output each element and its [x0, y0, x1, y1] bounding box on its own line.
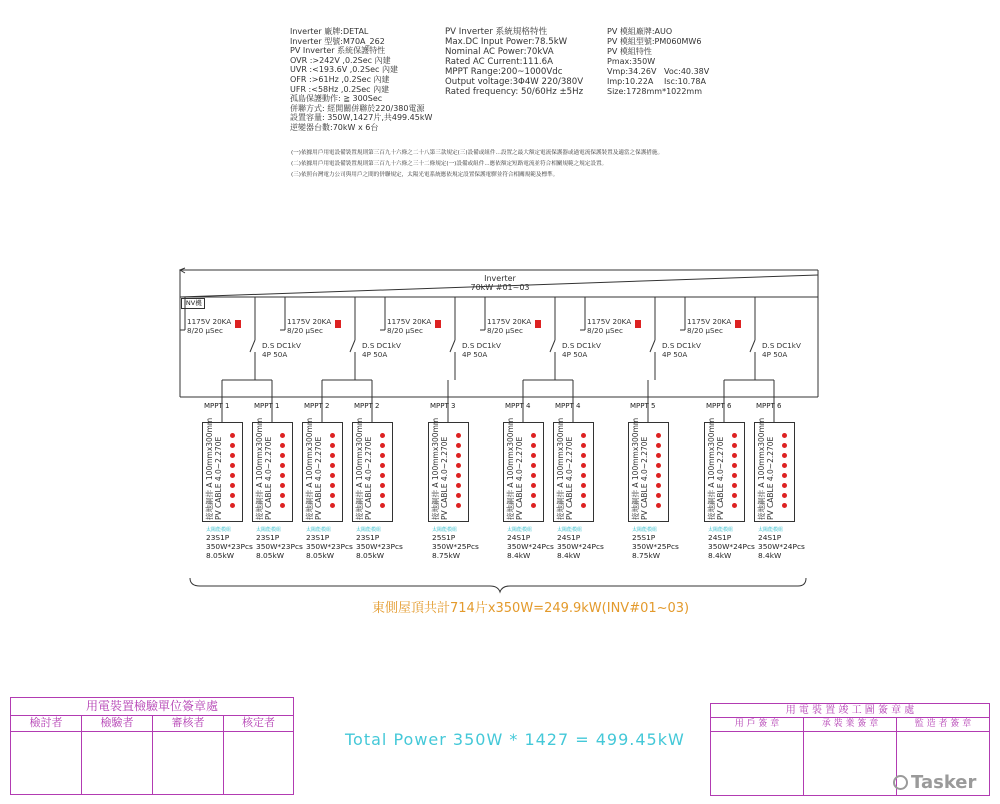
fuse-icon [380, 433, 385, 438]
string-caption [557, 527, 617, 561]
string-kw: 8.05kW [356, 551, 385, 561]
fuse-icon [531, 463, 536, 468]
mppt-label: MPPT 6 [706, 402, 732, 410]
pv-cable-label: PV CABLE 4.0~2.270E [716, 436, 725, 520]
module-tag: 太陽能模組 [758, 527, 784, 533]
grounding-bar-label: 接地銅排 A 100mmx300mm [355, 417, 364, 520]
grounding-bar-label: 接地銅排 A 100mmx300mm [556, 417, 565, 520]
string-kw: 8.75kW [432, 551, 461, 561]
string-box-text [757, 418, 775, 520]
fuse-icon [280, 433, 285, 438]
string-caption [758, 527, 818, 561]
fuse-icon [531, 493, 536, 498]
fuse-icon [280, 453, 285, 458]
spd-rating: 1175V 20KA [287, 317, 332, 326]
fuse-icon [280, 443, 285, 448]
spec-line: PV Inverter 系統規格特性 [445, 27, 548, 37]
string-kw: 8.05kW [306, 551, 335, 561]
fuse-icon [531, 453, 536, 458]
string-caption [432, 527, 492, 561]
grounding-bar-label: 接地銅排 A 100mmx300mm [305, 417, 314, 520]
note-line: (一)依據用戶用電設備裝置規則第三百九十六條之二十八第三款規定(三)設備或組件...設置之最大額定電流保護器或過電流保護裝置及適當之保護措施。 [291, 150, 664, 156]
fuse-icon [782, 443, 787, 448]
fuse-icon [782, 463, 787, 468]
surge-arrester-icon [335, 320, 341, 328]
fuse-icon [380, 493, 385, 498]
fuse-icon [581, 493, 586, 498]
spd-rating: 1175V 20KA [487, 317, 532, 326]
module-tag: 太陽能模組 [632, 527, 658, 533]
signature-cell-header: 用 戶 簽 章 [711, 717, 804, 732]
spd-rating: 1175V 20KA [187, 317, 232, 326]
completion-table-title: 用 電 裝 置 竣 工 圖 簽 章 處 [711, 704, 989, 718]
fuse-icon [581, 503, 586, 508]
spd-label [687, 317, 731, 335]
string-box-text [355, 418, 373, 520]
spec-line: Rated frequency: 50/60Hz ±5Hz [445, 87, 584, 97]
fuse-column [330, 433, 336, 513]
spd-time: 8/20 μSec [287, 326, 323, 335]
spec-line: MPPT Range:200~1000Vdc [445, 67, 563, 77]
fuse-icon [456, 443, 461, 448]
grounding-bar-label: 接地銅排 A 100mmx300mm [255, 417, 264, 520]
ds-poles: 4P 50A [362, 350, 388, 359]
fuse-icon [581, 453, 586, 458]
spd-label [487, 317, 531, 335]
inspection-signature-table [10, 697, 294, 795]
fuse-icon [330, 493, 335, 498]
fuse-icon [380, 503, 385, 508]
spec-line: PV Inverter 系統保護特性 [290, 46, 386, 56]
fuse-icon [782, 483, 787, 488]
ds-rating: D.S DC1kV [662, 341, 701, 350]
watermark [893, 772, 976, 793]
grounding-bar-label: 接地銅排 A 100mmx300mm [707, 417, 716, 520]
fuse-icon [330, 503, 335, 508]
fuse-icon [456, 483, 461, 488]
spec-line: PV 模組型號:PM060MW6 [607, 37, 702, 46]
string-pcs: 350W*24Pcs [557, 542, 604, 552]
string-pcs: 350W*25Pcs [432, 542, 479, 552]
mppt-label: MPPT 3 [430, 402, 456, 410]
string-box-text [631, 418, 649, 520]
mppt-label: MPPT 5 [630, 402, 656, 410]
fuse-icon [230, 463, 235, 468]
fuse-column [531, 433, 537, 513]
mppt-label: MPPT 1 [204, 402, 230, 410]
pv-string-box [302, 417, 343, 522]
string-kw: 8.4kW [758, 551, 782, 561]
signature-cell-header: 核定者 [224, 715, 293, 732]
spec-line: 逆變器台數:70kW x 6台 [290, 122, 379, 132]
mppt-label: MPPT 2 [304, 402, 330, 410]
spec-line: Rated AC Current:111.6A [445, 57, 554, 67]
grounding-bar-label: 接地銅排 A 100mmx300mm [757, 417, 766, 520]
ds-poles: 4P 50A [462, 350, 488, 359]
fuse-icon [280, 473, 285, 478]
spec-line: UVR :<193.6V ,0.2Sec 內建 [290, 65, 398, 75]
fuse-icon [380, 453, 385, 458]
spec-line: Imp:10.22A [607, 77, 654, 86]
fuse-icon [230, 443, 235, 448]
pv-string-box [352, 417, 393, 522]
fuse-icon [456, 453, 461, 458]
module-tag: 太陽能模組 [432, 527, 458, 533]
fuse-icon [581, 433, 586, 438]
fuse-icon [531, 433, 536, 438]
fuse-icon [732, 483, 737, 488]
spec-line: Isc:10.78A [664, 77, 706, 86]
fuse-icon [456, 433, 461, 438]
module-tag: 太陽能模組 [507, 527, 533, 533]
mppt-label: MPPT 4 [505, 402, 531, 410]
fuse-icon [732, 453, 737, 458]
fuse-column [380, 433, 386, 513]
pv-string-box [428, 417, 469, 522]
string-pcs: 350W*23Pcs [306, 542, 353, 552]
disconnect-switch-label [362, 341, 401, 359]
signature-cell-header: 檢驗者 [82, 715, 153, 732]
pv-cable-label: PV CABLE 4.0~2.270E [314, 436, 323, 520]
mppt-label: MPPT 2 [354, 402, 380, 410]
disconnect-switch-label [462, 341, 501, 359]
fuse-icon [732, 443, 737, 448]
string-config: 24S1P [557, 533, 581, 542]
fuse-icon [656, 433, 661, 438]
spd-rating: 1175V 20KA [387, 317, 432, 326]
pv-cable-label: PV CABLE 4.0~2.270E [364, 436, 373, 520]
fuse-icon [330, 433, 335, 438]
fuse-column [732, 433, 738, 513]
fuse-icon [330, 483, 335, 488]
fuse-icon [656, 453, 661, 458]
string-box-text [556, 418, 574, 520]
pv-string-box [628, 417, 669, 522]
fuse-icon [581, 473, 586, 478]
string-box-text [255, 418, 273, 520]
fuse-icon [656, 483, 661, 488]
note-line: (三)依照台灣電力公司與用戶之間的併聯規定，太陽光電系統應依規定設置保護電驛並符合相關規範及標準。 [291, 172, 559, 178]
pv-cable-label: PV CABLE 4.0~2.270E [214, 436, 223, 520]
fuse-icon [230, 483, 235, 488]
string-box-text [205, 418, 223, 520]
ds-rating: D.S DC1kV [262, 341, 301, 350]
surge-arrester-icon [735, 320, 741, 328]
mppt-label: MPPT 4 [555, 402, 581, 410]
spec-line: 設置容量: 350W,1427片,共499.45kW [290, 113, 433, 123]
signature-cell-header: 檢討者 [11, 715, 82, 732]
fuse-icon [380, 473, 385, 478]
fuse-icon [456, 493, 461, 498]
fuse-icon [656, 503, 661, 508]
fuse-icon [330, 473, 335, 478]
fuse-column [656, 433, 662, 513]
fuse-column [581, 433, 587, 513]
spec-line: PV 模組廠牌:AUO [607, 27, 673, 36]
string-box-text [707, 418, 725, 520]
surge-arrester-icon [235, 320, 241, 328]
fuse-icon [581, 483, 586, 488]
spd-rating: 1175V 20KA [687, 317, 732, 326]
string-kw: 8.05kW [256, 551, 285, 561]
string-config: 25S1P [632, 533, 656, 542]
inverter-title: Inverter [484, 274, 516, 283]
pv-cable-label: PV CABLE 4.0~2.270E [640, 436, 649, 520]
disconnect-switch-label [262, 341, 301, 359]
fuse-icon [531, 443, 536, 448]
string-pcs: 350W*24Pcs [758, 542, 805, 552]
fuse-icon [782, 433, 787, 438]
spd-time: 8/20 μSec [187, 326, 223, 335]
fuse-icon [230, 503, 235, 508]
string-config: 24S1P [708, 533, 732, 542]
surge-arrester-icon [435, 320, 441, 328]
string-pcs: 350W*24Pcs [507, 542, 554, 552]
module-tag: 太陽能模組 [708, 527, 734, 533]
fuse-column [782, 433, 788, 513]
fuse-icon [732, 463, 737, 468]
spec-line: OVR :>242V ,0.2Sec 內建 [290, 55, 391, 65]
string-config: 23S1P [356, 533, 380, 542]
string-kw: 8.4kW [507, 551, 531, 561]
ds-rating: D.S DC1kV [462, 341, 501, 350]
pv-cable-label: PV CABLE 4.0~2.270E [515, 436, 524, 520]
string-kw: 8.4kW [557, 551, 581, 561]
fuse-icon [656, 463, 661, 468]
mppt-label: MPPT 6 [756, 402, 782, 410]
fuse-icon [456, 503, 461, 508]
spec-line: Max.DC Input Power:78.5kW [445, 37, 568, 47]
inspection-table-title: 用電裝置檢驗單位簽章處 [11, 698, 293, 716]
pv-cable-label: PV CABLE 4.0~2.270E [565, 436, 574, 520]
fuse-icon [656, 493, 661, 498]
pv-cable-label: PV CABLE 4.0~2.270E [440, 436, 449, 520]
string-config: 23S1P [256, 533, 280, 542]
string-pcs: 350W*24Pcs [708, 542, 755, 552]
disconnect-switch-label [762, 341, 801, 359]
fuse-icon [456, 473, 461, 478]
watermark-text: Tasker [911, 772, 977, 793]
spec-line: 孤島保護動作: ≧ 300Sec [290, 94, 383, 104]
string-kw: 8.05kW [206, 551, 235, 561]
disconnect-switch-label [662, 341, 701, 359]
pv-string-box [704, 417, 745, 522]
spd-time: 8/20 μSec [587, 326, 623, 335]
pv-string-box [252, 417, 293, 522]
fuse-icon [732, 473, 737, 478]
ds-rating: D.S DC1kV [562, 341, 601, 350]
pv-cable-label: PV CABLE 4.0~2.270E [264, 436, 273, 520]
string-box-text [305, 418, 323, 520]
fuse-icon [280, 503, 285, 508]
module-tag: 太陽能模組 [557, 527, 583, 533]
string-box-text [431, 418, 449, 520]
string-pcs: 350W*23Pcs [206, 542, 253, 552]
fuse-icon [230, 493, 235, 498]
string-box-text [506, 418, 524, 520]
fuse-icon [380, 483, 385, 488]
fuse-icon [531, 503, 536, 508]
spd-label [287, 317, 331, 335]
spec-line: Vmp:34.26V [607, 67, 657, 76]
spec-line: 併聯方式: 經開關併聯於220/380電源 [290, 103, 425, 113]
string-config: 24S1P [758, 533, 782, 542]
spec-line: Inverter 廠牌:DETAL [290, 27, 369, 36]
string-pcs: 350W*23Pcs [256, 542, 303, 552]
fuse-icon [732, 493, 737, 498]
string-pcs: 350W*23Pcs [356, 542, 403, 552]
string-kw: 8.4kW [708, 551, 732, 561]
ds-poles: 4P 50A [662, 350, 688, 359]
string-caption [356, 527, 416, 561]
spec-line: Pmax:350W [607, 57, 656, 66]
grounding-bar-label: 接地銅排 A 100mmx300mm [506, 417, 515, 520]
string-config: 23S1P [306, 533, 330, 542]
spec-line: PV 模組特性 [607, 47, 652, 56]
fuse-icon [581, 463, 586, 468]
inverter-rating: 70kW #01~03 [470, 283, 530, 292]
ds-rating: D.S DC1kV [362, 341, 401, 350]
spec-line: Voc:40.38V [664, 67, 710, 76]
fuse-icon [782, 493, 787, 498]
capacity-summary: 東側屋頂共計714片x350W=249.9kW(INV#01~03) [372, 601, 690, 616]
fuse-icon [230, 453, 235, 458]
grounding-bar-label: 接地銅排 A 100mmx300mm [205, 417, 214, 520]
spd-time: 8/20 μSec [487, 326, 523, 335]
spd-label [187, 317, 231, 335]
fuse-icon [732, 433, 737, 438]
fuse-icon [280, 483, 285, 488]
fuse-icon [280, 463, 285, 468]
spec-line: Nominal AC Power:70kVA [445, 47, 554, 57]
grounding-bar-label: 接地銅排 A 100mmx300mm [431, 417, 440, 520]
spd-time: 8/20 μSec [387, 326, 423, 335]
total-power: Total Power 350W * 1427 = 499.45kW [345, 730, 685, 749]
string-pcs: 350W*25Pcs [632, 542, 679, 552]
gear-icon [893, 775, 908, 790]
string-config: 24S1P [507, 533, 531, 542]
module-tag: 太陽能模組 [356, 527, 382, 533]
disconnect-switch-label [562, 341, 601, 359]
spec-line: Size:1728mm*1022mm [607, 87, 703, 96]
string-config: 25S1P [432, 533, 456, 542]
pv-string-box [503, 417, 544, 522]
fuse-column [456, 433, 462, 513]
pv-string-box [553, 417, 594, 522]
fuse-icon [330, 443, 335, 448]
spec-line: Output voltage:3Φ4W 220/380V [445, 77, 584, 87]
fuse-icon [656, 443, 661, 448]
module-tag: 太陽能模組 [306, 527, 332, 533]
mppt-label: MPPT 1 [254, 402, 280, 410]
fuse-icon [531, 473, 536, 478]
module-tag: 太陽能模組 [256, 527, 282, 533]
fuse-icon [330, 453, 335, 458]
fuse-icon [280, 493, 285, 498]
ds-rating: D.S DC1kV [762, 341, 801, 350]
fuse-icon [330, 463, 335, 468]
ds-poles: 4P 50A [762, 350, 788, 359]
spd-time: 8/20 μSec [687, 326, 723, 335]
fuse-icon [782, 453, 787, 458]
fuse-icon [782, 503, 787, 508]
ds-poles: 4P 50A [262, 350, 288, 359]
pv-string-box [202, 417, 243, 522]
signature-cell-header: 審核者 [153, 715, 224, 732]
string-kw: 8.75kW [632, 551, 661, 561]
fuse-icon [531, 483, 536, 488]
pv-cable-label: PV CABLE 4.0~2.270E [766, 436, 775, 520]
signature-cell-header: 承 裝 業 簽 章 [804, 717, 897, 732]
pv-string-box [754, 417, 795, 522]
grounding-bar-label: 接地銅排 A 100mmx300mm [631, 417, 640, 520]
signature-cell-header: 監 造 者 簽 章 [897, 717, 989, 732]
fuse-icon [456, 463, 461, 468]
spec-line: Inverter 型號:M70A_262 [290, 36, 385, 46]
module-tag: 太陽能模組 [206, 527, 232, 533]
spd-label [387, 317, 431, 335]
fuse-column [280, 433, 286, 513]
fuse-icon [581, 443, 586, 448]
string-config: 23S1P [206, 533, 230, 542]
fuse-icon [230, 473, 235, 478]
fuse-column [230, 433, 236, 513]
fuse-icon [782, 473, 787, 478]
surge-arrester-icon [535, 320, 541, 328]
string-caption [632, 527, 692, 561]
spec-line: UFR :<58Hz ,0.2Sec 內建 [290, 84, 390, 94]
fuse-icon [656, 473, 661, 478]
note-line: (二)依據用戶用電設備裝置規則第三百九十六條之三十二條規定(一)設備或組件...應依額定短路電流並符合相關規範之規定設置。 [291, 161, 608, 167]
fuse-icon [380, 463, 385, 468]
spd-label [587, 317, 631, 335]
fuse-icon [380, 443, 385, 448]
spd-rating: 1175V 20KA [587, 317, 632, 326]
ds-poles: 4P 50A [562, 350, 588, 359]
inv-label: INV機 [181, 298, 205, 309]
fuse-icon [732, 503, 737, 508]
fuse-icon [230, 433, 235, 438]
surge-arrester-icon [635, 320, 641, 328]
spec-line: OFR :>61Hz ,0.2Sec 內建 [290, 74, 390, 84]
